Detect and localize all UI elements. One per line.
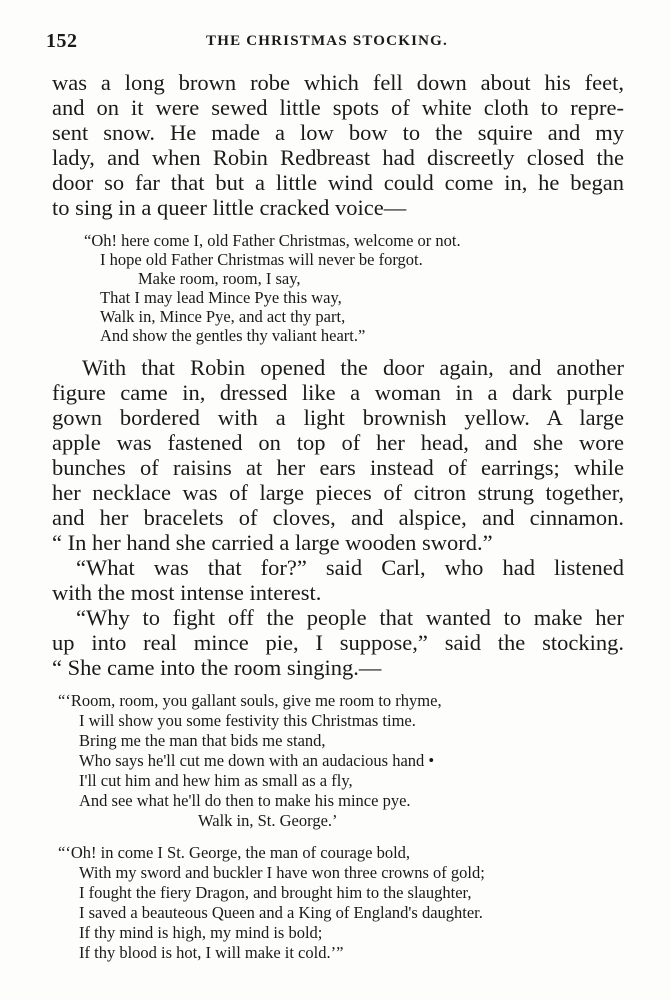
text-line: “ In her hand she carried a large wooden sword.” <box>52 530 493 555</box>
verse-line: “Oh! here come I, old Father Christmas, welcome or not. <box>84 231 461 250</box>
text-line: and on it were sewed little spots of white cloth to repre- <box>52 95 624 120</box>
verse-line: With my sword and buckler I have won three crowns of gold; <box>79 863 485 882</box>
verse-line: I will show you some festivity this Christmas time. <box>79 711 416 730</box>
text-line: was a long brown robe which fell down about his feet, <box>52 70 624 95</box>
text-line: bunches of raisins at her ears instead of earrings; while <box>52 455 624 480</box>
verse-line: “‘Oh! in come I St. George, the man of courage bold, <box>58 843 411 862</box>
text-line: sent snow. He made a low bow to the squire and my <box>52 120 624 145</box>
text-line: door so far that but a little wind could come in, he began <box>52 170 624 195</box>
verse-line: If thy mind is high, my mind is bold; <box>79 923 323 942</box>
verse-line: If thy blood is hot, I will make it cold.’” <box>79 943 344 962</box>
text-line: her necklace was of large pieces of citron strung together, <box>52 480 624 505</box>
text-line: to sing in a queer little cracked voice— <box>52 195 407 220</box>
page-number: 152 <box>46 30 78 52</box>
text-line: and her bracelets of cloves, and alspice, and cinnamon. <box>52 505 624 530</box>
verse-line: That I may lead Mince Pye this way, <box>100 288 342 307</box>
verse-line: Make room, room, I say, <box>138 269 301 288</box>
text-line: gown bordered with a light brownish yellow. A large <box>52 405 624 430</box>
verse-line: Who says he'll cut me down with an audacious hand • <box>79 751 435 770</box>
text-line: apple was fastened on top of her head, and she wore <box>52 430 624 455</box>
text-line: “Why to fight off the people that wanted to make her <box>76 605 624 630</box>
running-head: THE CHRISTMAS STOCKING. <box>206 33 448 49</box>
verse-line: I fought the fiery Dragon, and brought him to the slaughter, <box>79 883 472 902</box>
text-line: figure came in, dressed like a woman in a dark purple <box>52 380 624 405</box>
verse-line: I saved a beauteous Queen and a King of England's daughter. <box>79 903 483 922</box>
verse-line: Walk in, Mince Pye, and act thy part, <box>100 307 346 326</box>
text-line: lady, and when Robin Redbreast had discreetly closed the <box>52 145 624 170</box>
text-line: up into real mince pie, I suppose,” said the stocking. <box>52 630 624 655</box>
verse-line: I hope old Father Christmas will never be forgot. <box>100 250 423 269</box>
verse-line: Walk in, St. George.’ <box>198 811 338 830</box>
text-line: with the most intense interest. <box>52 580 322 605</box>
text-line: With that Robin opened the door again, and another <box>82 355 624 380</box>
verse-line: “‘Room, room, you gallant souls, give me room to rhyme, <box>58 691 442 710</box>
verse-line: And show the gentles thy valiant heart.” <box>100 326 366 345</box>
text-line: “ She came into the room singing.— <box>52 655 382 680</box>
text-line: “What was that for?” said Carl, who had listened <box>76 555 624 580</box>
verse-line: Bring me the man that bids me stand, <box>79 731 326 750</box>
page-header <box>46 30 626 54</box>
verse-line: And see what he'll do then to make his mince pye. <box>79 791 411 810</box>
verse-line: I'll cut him and hew him as small as a fly, <box>79 771 353 790</box>
